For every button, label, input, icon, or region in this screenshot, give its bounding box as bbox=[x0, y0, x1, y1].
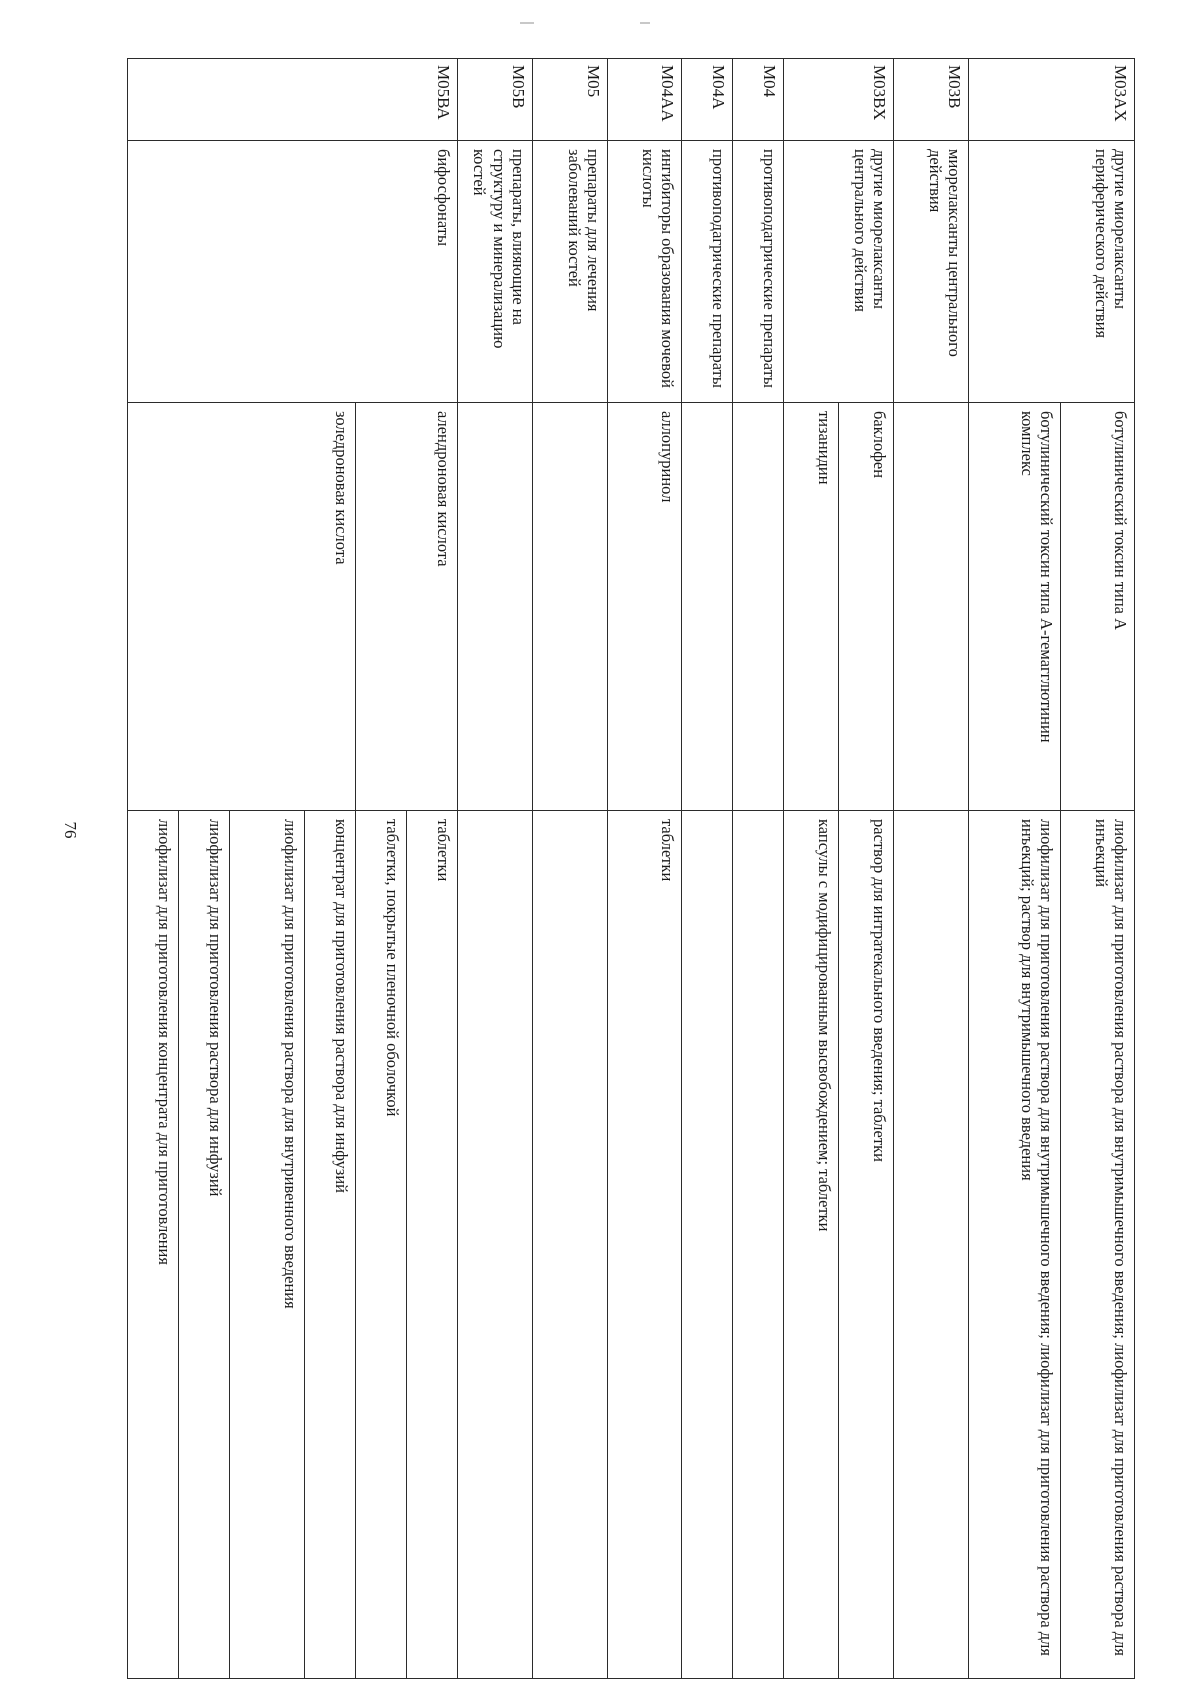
atc-code: М03В bbox=[894, 59, 969, 141]
atc-code: М05ВА bbox=[128, 59, 458, 141]
dosage-form: концентрат для приготовления раствора для инфузий bbox=[305, 811, 356, 1679]
table-row bbox=[682, 59, 733, 1679]
atc-group: бифосфонаты bbox=[128, 141, 458, 403]
atc-group: другие миорелаксанты центрального действия bbox=[784, 141, 894, 403]
scan-artifact bbox=[640, 22, 650, 24]
substance-name bbox=[682, 403, 733, 811]
atc-group: противоподагрические препараты bbox=[733, 141, 784, 403]
substance-name bbox=[458, 403, 533, 811]
table-row bbox=[733, 59, 784, 1679]
atc-code: М04А bbox=[682, 59, 733, 141]
atc-code: М03АХ bbox=[969, 59, 1135, 141]
dosage-form: лиофилизат для приготовления раствора для инфузий bbox=[179, 811, 230, 1679]
drug-classification-table bbox=[127, 58, 1135, 1679]
table-row bbox=[458, 59, 533, 1679]
dosage-form bbox=[533, 811, 608, 1679]
atc-code: М05В bbox=[458, 59, 533, 141]
atc-group: миорелаксанты центрального действия bbox=[894, 141, 969, 403]
dosage-form: таблетки bbox=[407, 811, 458, 1679]
atc-group: препараты, влияющие на структуру и минерализацию костей bbox=[458, 141, 533, 403]
scan-artifact bbox=[520, 22, 534, 24]
substance-name: баклофен bbox=[839, 403, 894, 811]
substance-name bbox=[894, 403, 969, 811]
dosage-form: капсулы с модифицированным высвобождением; таблетки bbox=[784, 811, 839, 1679]
atc-code: М03ВХ bbox=[784, 59, 894, 141]
substance-name bbox=[733, 403, 784, 811]
dosage-form: таблетки bbox=[608, 811, 682, 1679]
dosage-form: лиофилизат для приготовления концентрата для приготовления bbox=[128, 811, 179, 1679]
dosage-form: раствор для интратекального введения; таблетки bbox=[839, 811, 894, 1679]
table-row bbox=[533, 59, 608, 1679]
substance-name bbox=[533, 403, 608, 811]
substance-name: ботулинический токсин типа А-гемагглютинин комплекс bbox=[969, 403, 1061, 811]
dosage-form: лиофилизат для приготовления раствора для внутримышечного введения; лиофилизат для приготовления раствора для инъекций; раствор для внутримышечного введения bbox=[969, 811, 1061, 1679]
atc-group: противоподагрические препараты bbox=[682, 141, 733, 403]
table-row bbox=[894, 59, 969, 1679]
substance-name: алендроновая кислота bbox=[356, 403, 458, 811]
table-row bbox=[407, 59, 458, 1679]
atc-code: М04 bbox=[733, 59, 784, 141]
table-row bbox=[839, 59, 894, 1679]
substance-name: золедроновая кислота bbox=[128, 403, 356, 811]
dosage-form bbox=[894, 811, 969, 1679]
dosage-form bbox=[733, 811, 784, 1679]
dosage-form: таблетки, покрытые пленочной оболочкой bbox=[356, 811, 407, 1679]
dosage-form bbox=[682, 811, 733, 1679]
atc-group: ингибиторы образования мочевой кислоты bbox=[608, 141, 682, 403]
dosage-form: лиофилизат для приготовления раствора для внутривенного введения bbox=[230, 811, 305, 1679]
atc-group: другие миорелаксанты периферического действия bbox=[969, 141, 1135, 403]
dosage-form bbox=[458, 811, 533, 1679]
substance-name: аллопуринол bbox=[608, 403, 682, 811]
substance-name: ботулинический токсин типа А bbox=[1061, 403, 1135, 811]
substance-name: тизанидин bbox=[784, 403, 839, 811]
drug-table-container bbox=[127, 58, 1135, 1679]
table-row bbox=[1061, 59, 1135, 1679]
atc-code: М04АА bbox=[608, 59, 682, 141]
atc-code: М05 bbox=[533, 59, 608, 141]
dosage-form: лиофилизат для приготовления раствора для внутримышечного введения; лиофилизат для приготовления раствора для инъекций bbox=[1061, 811, 1135, 1679]
table-row bbox=[608, 59, 682, 1679]
page-number: 76 bbox=[61, 821, 80, 839]
atc-group: препараты для лечения заболеваний костей bbox=[533, 141, 608, 403]
